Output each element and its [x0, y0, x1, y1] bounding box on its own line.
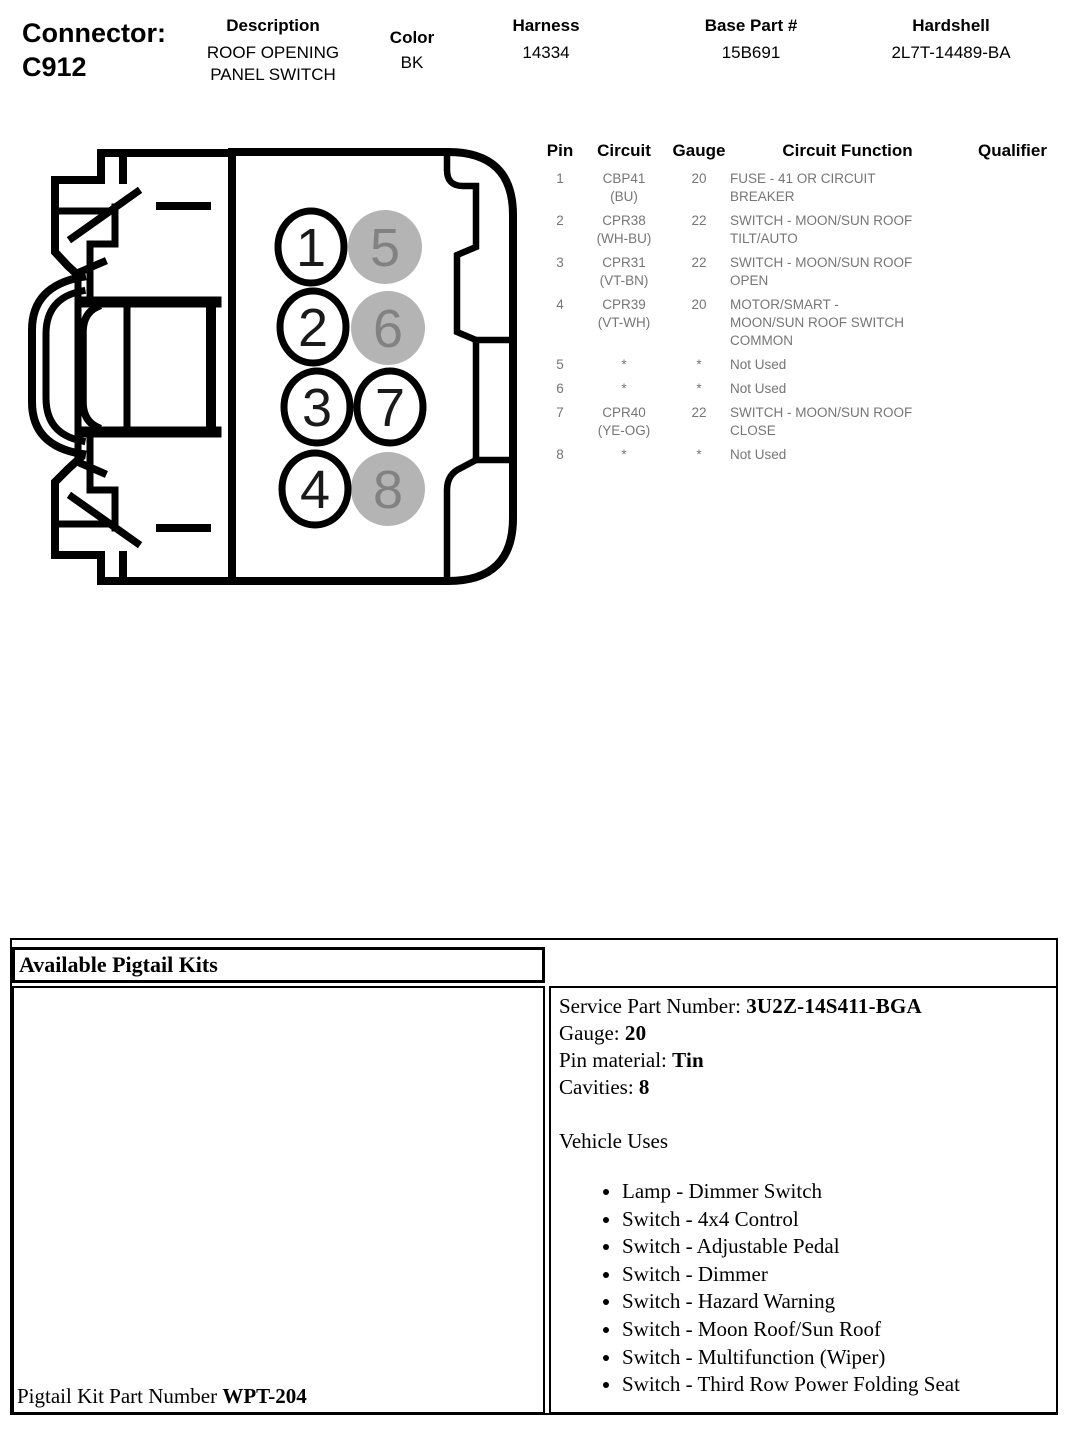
- pin-table: [540, 141, 1062, 470]
- vehicle-use-item: • Switch - Multifunction (Wiper): [622, 1344, 1056, 1372]
- detail-line: [559, 1047, 1056, 1074]
- vehicle-use-item: • Switch - Moon Roof/Sun Roof: [622, 1316, 1056, 1344]
- header-col-value: [841, 42, 1061, 64]
- text-line: SWITCH - MOON/SUN ROOF: [730, 255, 913, 270]
- pin-cell: 5: [556, 357, 564, 372]
- service-part-details: [559, 993, 1056, 1101]
- detail-value: 8: [638, 1075, 650, 1099]
- circuit-cell: [580, 254, 668, 290]
- pin-8-not-used: [351, 452, 425, 526]
- text-line: SWITCH - MOON/SUN ROOF: [730, 213, 913, 228]
- pigtail-kit-part-number-label: Pigtail Kit Part Number: [17, 1384, 223, 1408]
- gauge-cell: 20: [691, 297, 707, 312]
- pigtail-kit-cell: [12, 986, 545, 1414]
- detail-label: Pin material:: [559, 1048, 673, 1072]
- pin-4: [282, 453, 348, 525]
- pin-number: 7: [374, 378, 406, 438]
- text-line: CLOSE: [730, 423, 776, 438]
- detail-label: Service Part Number:: [559, 994, 747, 1018]
- text-line: 15B691: [721, 43, 781, 62]
- text-line: CBP41: [602, 171, 646, 186]
- circuit-function-cell: [730, 296, 965, 350]
- pin-cell: 3: [556, 255, 564, 270]
- text-line: CPR38: [602, 213, 646, 228]
- vehicle-uses-list: [559, 1178, 1056, 1399]
- text-line: Not Used: [730, 357, 787, 372]
- qualifier-cell: [965, 380, 1060, 398]
- pin-cell: 6: [556, 381, 564, 396]
- pin-table-header-cell: Pin: [546, 141, 574, 160]
- text-line: (BU): [610, 189, 638, 204]
- pin-number: 1: [295, 218, 327, 278]
- pin-table-row: [540, 296, 1062, 350]
- pin-table-row: [540, 404, 1062, 440]
- text-line: 2L7T-14489-BA: [891, 43, 1011, 62]
- gauge-cell: *: [696, 357, 702, 372]
- detail-value: 20: [624, 1021, 647, 1045]
- circuit-function-cell: [730, 212, 965, 248]
- pigtail-kit-part-number-line: [17, 1384, 307, 1409]
- connector-id: C912: [22, 52, 87, 82]
- pin-number: 2: [297, 298, 329, 358]
- text-line: 14334: [522, 43, 570, 62]
- text-line: MOON/SUN ROOF SWITCH: [730, 315, 904, 330]
- circuit-function-cell: [730, 404, 965, 440]
- pin-cell: 7: [556, 405, 564, 420]
- text-line: *: [621, 447, 627, 462]
- detail-line: [559, 993, 1056, 1020]
- qualifier-cell: [965, 254, 1060, 290]
- pin-table-row: [540, 446, 1062, 464]
- text-line: PANEL SWITCH: [210, 65, 336, 84]
- pin-table-row: [540, 212, 1062, 248]
- pin-6-not-used: [351, 291, 425, 365]
- gauge-cell: 20: [691, 171, 707, 186]
- pin-cell: 2: [556, 213, 564, 228]
- qualifier-cell: [965, 170, 1060, 206]
- connector-label: Connector:: [22, 18, 166, 48]
- pin-table-row: [540, 356, 1062, 374]
- vehicle-use-item: • Switch - Adjustable Pedal: [622, 1233, 1056, 1261]
- pin-2: [280, 291, 346, 363]
- pin-7: [357, 371, 423, 443]
- header-col-value: [641, 42, 861, 64]
- circuit-cell: [580, 380, 668, 398]
- detail-label: Cavities:: [559, 1075, 639, 1099]
- header-col-label: Base Part #: [704, 16, 798, 35]
- circuit-function-cell: [730, 254, 965, 290]
- circuit-function-cell: [730, 170, 965, 206]
- pin-number: 8: [372, 460, 404, 520]
- pin-cell: 8: [556, 447, 564, 462]
- pin-cell: 1: [556, 171, 564, 186]
- text-line: OPEN: [730, 273, 769, 288]
- text-line: SWITCH - MOON/SUN ROOF: [730, 405, 913, 420]
- vehicle-use-item: • Switch - 4x4 Control: [622, 1206, 1056, 1234]
- pin-table-header-cell: Circuit Function: [782, 141, 913, 160]
- text-line: BK: [400, 53, 424, 72]
- qualifier-cell: [965, 212, 1060, 248]
- qualifier-cell: [965, 404, 1060, 440]
- circuit-function-cell: [730, 446, 965, 464]
- detail-line: [559, 1020, 1056, 1047]
- qualifier-cell: [965, 356, 1060, 374]
- circuit-cell: [580, 356, 668, 374]
- pin-number: 3: [301, 378, 333, 438]
- text-line: *: [621, 381, 627, 396]
- circuit-cell: [580, 212, 668, 248]
- pin-5-not-used: [348, 210, 422, 284]
- pin-3: [284, 371, 350, 443]
- detail-value: 3U2Z-14S411-BGA: [746, 994, 922, 1018]
- pin-table-row: [540, 380, 1062, 398]
- pin-table-header: [540, 141, 1062, 161]
- header-col-label: Description: [226, 16, 320, 35]
- text-line: COMMON: [730, 333, 793, 348]
- pin-table-body: [540, 170, 1062, 464]
- text-line: (VT-BN): [599, 273, 649, 288]
- gauge-cell: *: [696, 381, 702, 396]
- text-line: Not Used: [730, 447, 787, 462]
- connector-title: [22, 16, 166, 84]
- connector-diagram: [0, 145, 530, 590]
- text-line: (WH-BU): [596, 231, 652, 246]
- service-part-cell: [549, 986, 1058, 1414]
- vehicle-uses-title: Vehicle Uses: [559, 1129, 669, 1153]
- text-line: FUSE - 41 OR CIRCUIT: [730, 171, 876, 186]
- text-line: *: [621, 357, 627, 372]
- pin-number: 6: [372, 299, 404, 359]
- text-line: CPR40: [602, 405, 646, 420]
- header-col-value: [436, 42, 656, 64]
- text-line: Not Used: [730, 381, 787, 396]
- pin-table-row: [540, 170, 1062, 206]
- pin-table-header-cell: Qualifier: [978, 141, 1047, 160]
- qualifier-cell: [965, 296, 1060, 350]
- circuit-cell: [580, 404, 668, 440]
- text-line: TILT/AUTO: [730, 231, 798, 246]
- circuit-cell: [580, 446, 668, 464]
- pin-table-row: [540, 254, 1062, 290]
- header-col-label: Harness: [512, 16, 580, 35]
- pin-1: [278, 211, 344, 283]
- detail-line: [559, 1074, 1056, 1101]
- detail-label: Gauge:: [559, 1021, 625, 1045]
- pin-number: 4: [299, 460, 331, 520]
- circuit-function-cell: [730, 380, 965, 398]
- text-line: ROOF OPENING: [206, 43, 340, 62]
- gauge-cell: *: [696, 447, 702, 462]
- pin-table-header-cell: Gauge: [672, 141, 726, 160]
- pigtail-kits-title-cell: [12, 947, 545, 983]
- text-line: CPR31: [602, 255, 646, 270]
- header-col-label: Hardshell: [912, 16, 990, 35]
- text-line: (VT-WH): [597, 315, 651, 330]
- text-line: MOTOR/SMART -: [730, 297, 839, 312]
- vehicle-use-item: • Lamp - Dimmer Switch: [622, 1178, 1056, 1206]
- pin-table-header-cell: Circuit: [597, 141, 651, 160]
- connector-drawing: [32, 152, 513, 581]
- pigtail-kit-part-number-value: WPT-204: [222, 1384, 307, 1408]
- vehicle-use-item: • Switch - Hazard Warning: [622, 1288, 1056, 1316]
- pin-cell: 4: [556, 297, 564, 312]
- qualifier-cell: [965, 446, 1060, 464]
- circuit-cell: [580, 170, 668, 206]
- text-line: (YE-OG): [597, 423, 651, 438]
- pin-number: 5: [369, 218, 401, 278]
- circuit-function-cell: [730, 356, 965, 374]
- gauge-cell: 22: [691, 255, 707, 270]
- text-line: BREAKER: [730, 189, 795, 204]
- text-line: CPR39: [602, 297, 646, 312]
- circuit-cell: [580, 296, 668, 350]
- header-col-label: Color: [389, 28, 435, 47]
- gauge-cell: 22: [691, 405, 707, 420]
- gauge-cell: 22: [691, 213, 707, 228]
- detail-value: Tin: [672, 1048, 704, 1072]
- pigtail-kits-title: Available Pigtail Kits: [19, 952, 218, 977]
- header-col-harness: [436, 16, 656, 64]
- header-col-hardshell: [841, 16, 1061, 64]
- vehicle-use-item: • Switch - Dimmer: [622, 1261, 1056, 1289]
- header-col-base-part: [641, 16, 861, 64]
- vehicle-use-item: • Switch - Third Row Power Folding Seat: [622, 1371, 1056, 1399]
